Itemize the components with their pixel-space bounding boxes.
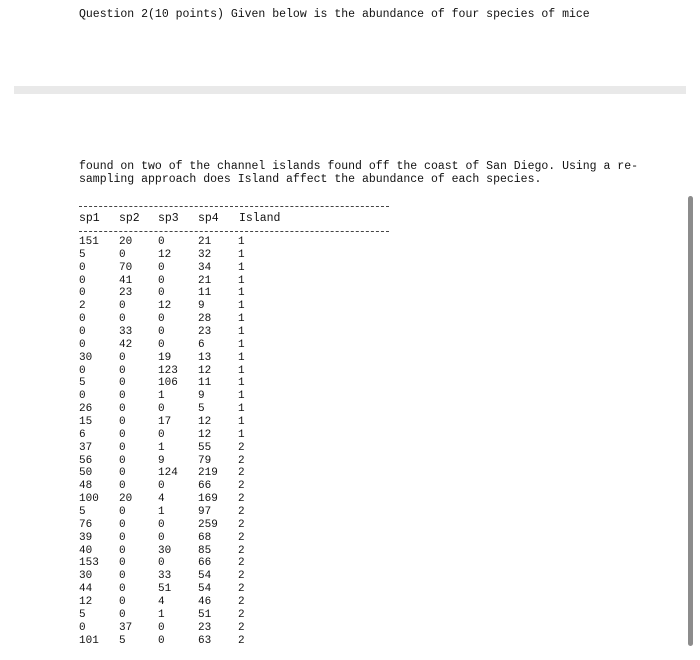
cell-sp2: 0 [119,570,126,583]
cell-sp4: 55 [198,441,212,454]
cell-island: 1 [238,364,245,377]
cell-sp3: 0 [158,274,165,287]
table-row [79,365,268,378]
cell-sp1: 5 [79,506,86,519]
header-sp2: sp2 [119,212,140,225]
cell-sp1: 101 [79,634,99,647]
cell-sp3: 4 [158,596,165,609]
cell-sp1: 153 [79,557,99,570]
cell-sp4: 54 [198,570,212,583]
cell-sp2: 0 [119,531,126,544]
cell-island: 2 [238,441,245,454]
cell-island: 1 [238,326,245,339]
cell-sp1: 0 [79,274,86,287]
cell-sp2: 37 [119,621,133,634]
cell-sp1: 56 [79,454,93,467]
cell-sp1: 100 [79,493,99,506]
cell-sp1: 0 [79,287,86,300]
cell-island: 1 [238,287,245,300]
table-row [79,583,268,596]
table-row [79,416,268,429]
cell-sp3: 0 [158,403,165,416]
cell-sp3: 1 [158,608,165,621]
cell-sp3: 0 [158,338,165,351]
table-row [79,480,268,493]
table-row [79,313,268,326]
table-row [79,635,268,648]
cell-sp2: 0 [119,480,126,493]
cell-sp2: 33 [119,326,133,339]
cell-island: 1 [238,236,245,248]
cell-sp4: 34 [198,261,212,274]
cell-sp2: 0 [119,454,126,467]
cell-island: 2 [238,634,245,647]
cell-sp3: 30 [158,544,172,557]
cell-sp2: 0 [119,557,126,570]
cell-sp4: 63 [198,634,212,647]
cell-sp4: 6 [198,338,205,351]
cell-sp2: 0 [119,377,126,390]
cell-sp4: 68 [198,531,212,544]
cell-sp2: 0 [119,403,126,416]
abundance-table [79,236,268,648]
cell-island: 2 [238,570,245,583]
cell-sp4: 219 [198,467,218,480]
cell-island: 1 [238,313,245,326]
cell-sp3: 0 [158,531,165,544]
table-row [79,609,268,622]
table-row [79,287,268,300]
cell-sp4: 9 [198,300,205,313]
table-row [79,467,268,480]
page-separator [14,86,686,94]
cell-sp2: 0 [119,364,126,377]
cell-sp3: 123 [158,364,178,377]
cell-sp4: 12 [198,364,212,377]
cell-sp1: 26 [79,403,93,416]
cell-sp3: 0 [158,621,165,634]
table-row [79,339,268,352]
cell-island: 2 [238,544,245,557]
cell-sp1: 76 [79,518,93,531]
cell-sp2: 42 [119,338,133,351]
cell-sp2: 23 [119,287,133,300]
table-row [79,506,268,519]
cell-island: 2 [238,506,245,519]
cell-sp1: 48 [79,480,93,493]
cell-island: 1 [238,377,245,390]
cell-sp3: 33 [158,570,172,583]
cell-sp2: 5 [119,634,126,647]
cell-island: 1 [238,416,245,429]
header-sp1: sp1 [79,212,100,225]
table-row [79,352,268,365]
cell-island: 2 [238,493,245,506]
cell-sp2: 0 [119,300,126,313]
cell-sp1: 0 [79,313,86,326]
table-row [79,493,268,506]
cell-sp4: 66 [198,557,212,570]
cell-sp1: 6 [79,428,86,441]
cell-sp4: 9 [198,390,205,403]
cell-sp2: 20 [119,236,133,248]
header-island: Island [239,212,281,225]
cell-island: 2 [238,467,245,480]
table-row [79,429,268,442]
table-row [79,545,268,558]
table-row [79,275,268,288]
cell-sp2: 0 [119,416,126,429]
table-row [79,236,268,249]
cell-sp1: 44 [79,583,93,596]
cell-sp2: 0 [119,248,126,261]
cell-sp1: 5 [79,248,86,261]
cell-sp3: 51 [158,583,172,596]
cell-sp2: 0 [119,518,126,531]
cell-sp1: 30 [79,570,93,583]
scrollbar[interactable] [688,196,693,646]
cell-sp3: 0 [158,236,165,248]
cell-sp1: 40 [79,544,93,557]
table-row [79,570,268,583]
cell-sp3: 0 [158,634,165,647]
cell-island: 2 [238,531,245,544]
cell-sp4: 97 [198,506,212,519]
cell-sp1: 2 [79,300,86,313]
table-row [79,403,268,416]
cell-sp2: 41 [119,274,133,287]
question-text: found on two of the channel islands found off the coast of San Diego. Using a re-sampling approach does Island affect the abundance of each species. [79,160,638,186]
cell-sp1: 0 [79,261,86,274]
cell-sp4: 12 [198,416,212,429]
cell-island: 1 [238,338,245,351]
cell-sp3: 0 [158,261,165,274]
cell-sp2: 20 [119,493,133,506]
cell-sp3: 4 [158,493,165,506]
cell-sp1: 5 [79,608,86,621]
cell-sp4: 259 [198,518,218,531]
top-rule [79,206,389,207]
cell-sp2: 0 [119,608,126,621]
cell-sp4: 5 [198,403,205,416]
cell-sp1: 0 [79,326,86,339]
cell-sp3: 124 [158,467,178,480]
cell-sp1: 37 [79,441,93,454]
cell-sp4: 85 [198,544,212,557]
table-row [79,326,268,339]
cell-island: 2 [238,454,245,467]
cell-sp3: 9 [158,454,165,467]
cell-sp4: 23 [198,621,212,634]
cell-island: 1 [238,403,245,416]
cell-sp3: 106 [158,377,178,390]
header-sp4: sp4 [198,212,219,225]
cell-island: 1 [238,248,245,261]
cell-sp3: 19 [158,351,172,364]
cell-sp3: 0 [158,428,165,441]
cell-sp3: 1 [158,441,165,454]
cell-sp4: 21 [198,236,212,248]
cell-island: 1 [238,351,245,364]
cell-sp2: 0 [119,583,126,596]
table-row [79,300,268,313]
cell-sp2: 0 [119,351,126,364]
table-row [79,557,268,570]
table-row [79,249,268,262]
cell-sp3: 17 [158,416,172,429]
cell-sp4: 23 [198,326,212,339]
cell-island: 2 [238,608,245,621]
cell-sp2: 0 [119,313,126,326]
cell-sp2: 0 [119,428,126,441]
cell-island: 2 [238,596,245,609]
table-row [79,262,268,275]
cell-sp1: 151 [79,236,99,248]
cell-sp4: 79 [198,454,212,467]
cell-sp2: 70 [119,261,133,274]
cell-sp1: 5 [79,377,86,390]
cell-island: 2 [238,583,245,596]
cell-sp4: 28 [198,313,212,326]
cell-island: 2 [238,518,245,531]
cell-sp1: 0 [79,390,86,403]
cell-sp4: 54 [198,583,212,596]
cell-island: 1 [238,390,245,403]
cell-island: 2 [238,480,245,493]
cell-sp1: 0 [79,621,86,634]
cell-sp3: 0 [158,480,165,493]
cell-sp2: 0 [119,544,126,557]
cell-sp3: 0 [158,326,165,339]
cell-sp1: 12 [79,596,93,609]
table-row [79,377,268,390]
cell-sp3: 0 [158,557,165,570]
cell-sp2: 0 [119,596,126,609]
cell-sp2: 0 [119,506,126,519]
cell-island: 2 [238,621,245,634]
cell-island: 1 [238,428,245,441]
cell-sp1: 30 [79,351,93,364]
cell-island: 1 [238,300,245,313]
cell-sp2: 0 [119,441,126,454]
cell-sp4: 21 [198,274,212,287]
cell-sp4: 51 [198,608,212,621]
header-rule [79,231,389,232]
cell-sp4: 32 [198,248,212,261]
cell-island: 1 [238,261,245,274]
cell-sp2: 0 [119,390,126,403]
cell-sp4: 169 [198,493,218,506]
cell-sp3: 1 [158,506,165,519]
cell-sp4: 13 [198,351,212,364]
cell-sp3: 0 [158,518,165,531]
cell-sp4: 66 [198,480,212,493]
table-row [79,455,268,468]
cell-island: 2 [238,557,245,570]
cell-sp1: 15 [79,416,93,429]
table-row [79,442,268,455]
cell-sp4: 11 [198,377,212,390]
cell-sp1: 0 [79,338,86,351]
cell-island: 1 [238,274,245,287]
cell-sp1: 0 [79,364,86,377]
question-title: Question 2(10 points) Given below is the abundance of four species of mice [79,8,590,21]
table-row [79,532,268,545]
cell-sp3: 0 [158,313,165,326]
table-row [79,596,268,609]
cell-sp3: 12 [158,300,172,313]
cell-sp2: 0 [119,467,126,480]
cell-sp3: 12 [158,248,172,261]
cell-sp4: 12 [198,428,212,441]
header-sp3: sp3 [158,212,179,225]
table-row [79,622,268,635]
cell-sp3: 0 [158,287,165,300]
cell-sp4: 46 [198,596,212,609]
table-row [79,390,268,403]
cell-sp4: 11 [198,287,212,300]
cell-sp3: 1 [158,390,165,403]
cell-sp1: 50 [79,467,93,480]
cell-sp1: 39 [79,531,93,544]
table-row [79,519,268,532]
